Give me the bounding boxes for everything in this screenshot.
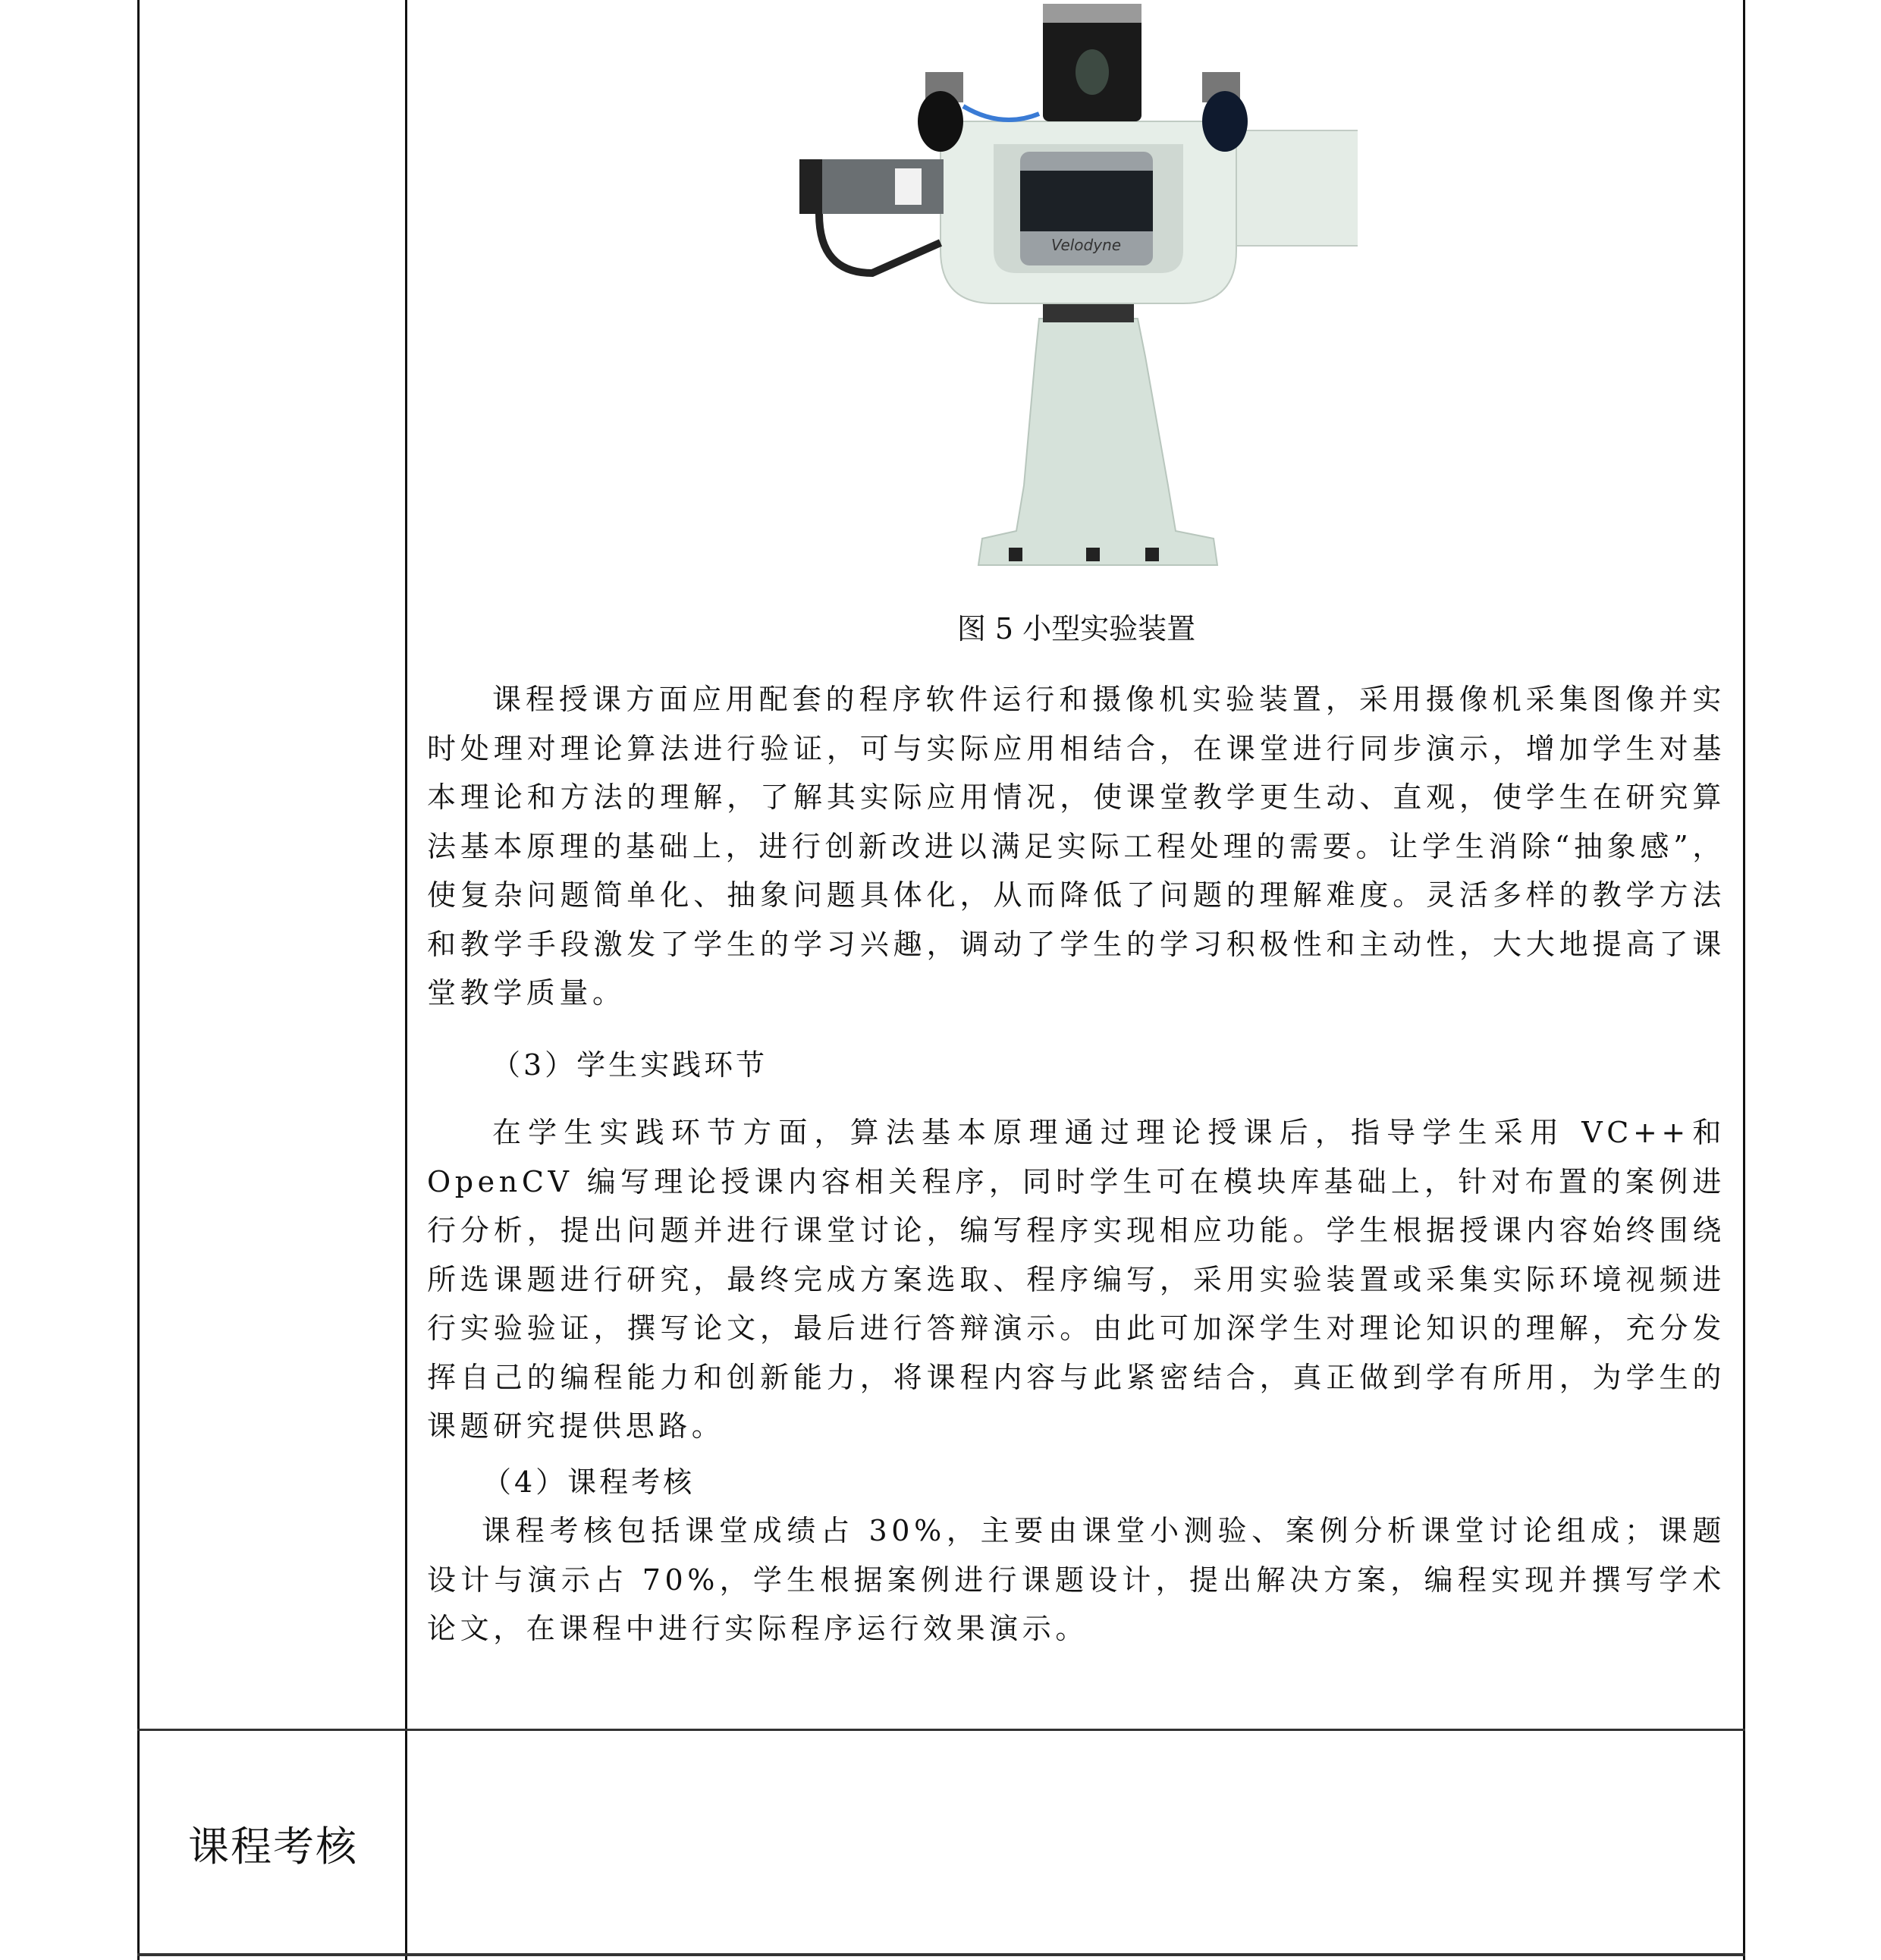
paragraph-student-practice: 在学生实践环节方面，算法基本原理通过理论授课后，指导学生采用 VC++和 OpenCV 编写理论授课内容相关程序，同时学生可在模块库基础上，针对布置的案例进行分析，提出问题并进行课堂讨论，编写程序实现相应功能。学生根据授课内容始终围绕所选课题进行研究，最终完成方案选取、程序编写，采用实验装置或采集实际环境视频进行实验验证，撰写论文，最后进行答辩演示。由此可加深学生对理论知识的理解，充分发挥自己的编程能力和创新能力，将课程内容与此紧密结合，真正做到学有所用，为学生的课题研究提供思路。 — [427, 1116, 1726, 1443]
row-label-course-assessment: 课程考核 — [188, 1822, 358, 1870]
paragraph-device-usage: 课程授课方面应用配套的程序软件运行和摄像机实验装置，采用摄像机采集图像并实时处理对理论算法进行验证，可与实际应用相结合，在课堂进行同步演示，增加学生对基本理论和方法的理解，了解其实际应用情况，使课堂教学更生动、直观，使学生在研究算法基本原理的基础上，进行创新改进以满足实际工程处理的需要。让学生消除“抽象感”，使复杂问题简单化、抽象问题具体化，从而降低了问题的理解难度。灵活多样的教学方法和教学手段激发了学生的学习兴趣，调动了学生的学习积极性和主动性，大大地提高了课堂教学质量。 — [427, 683, 1726, 1010]
table-column-divider — [405, 0, 407, 1960]
table-row-content-cell — [410, 1732, 1741, 1953]
table-row-divider — [137, 1729, 1745, 1731]
figure-caption: 图 5 小型实验装置 — [956, 612, 1196, 645]
heading-student-practice: （3）学生实践环节 — [491, 1048, 768, 1082]
velodyne-label: Velodyne — [1050, 236, 1122, 254]
experimental-device-photo — [789, 0, 1358, 584]
paragraph-course-assessment: 课程考核包括课堂成绩占 30%，主要由课堂小测验、案例分析课堂讨论组成；课题设计与演示占 70%，学生根据案例进行课题设计，提出解决方案，编程实现并撰写学术论文，在课程中进行实际程序运行效果演示。 — [427, 1514, 1726, 1645]
heading-course-assessment: （4）课程考核 — [482, 1465, 696, 1499]
table-border-left — [137, 0, 140, 1960]
table-row-label-cell — [140, 1732, 406, 1955]
table-border-right — [1743, 0, 1745, 1960]
